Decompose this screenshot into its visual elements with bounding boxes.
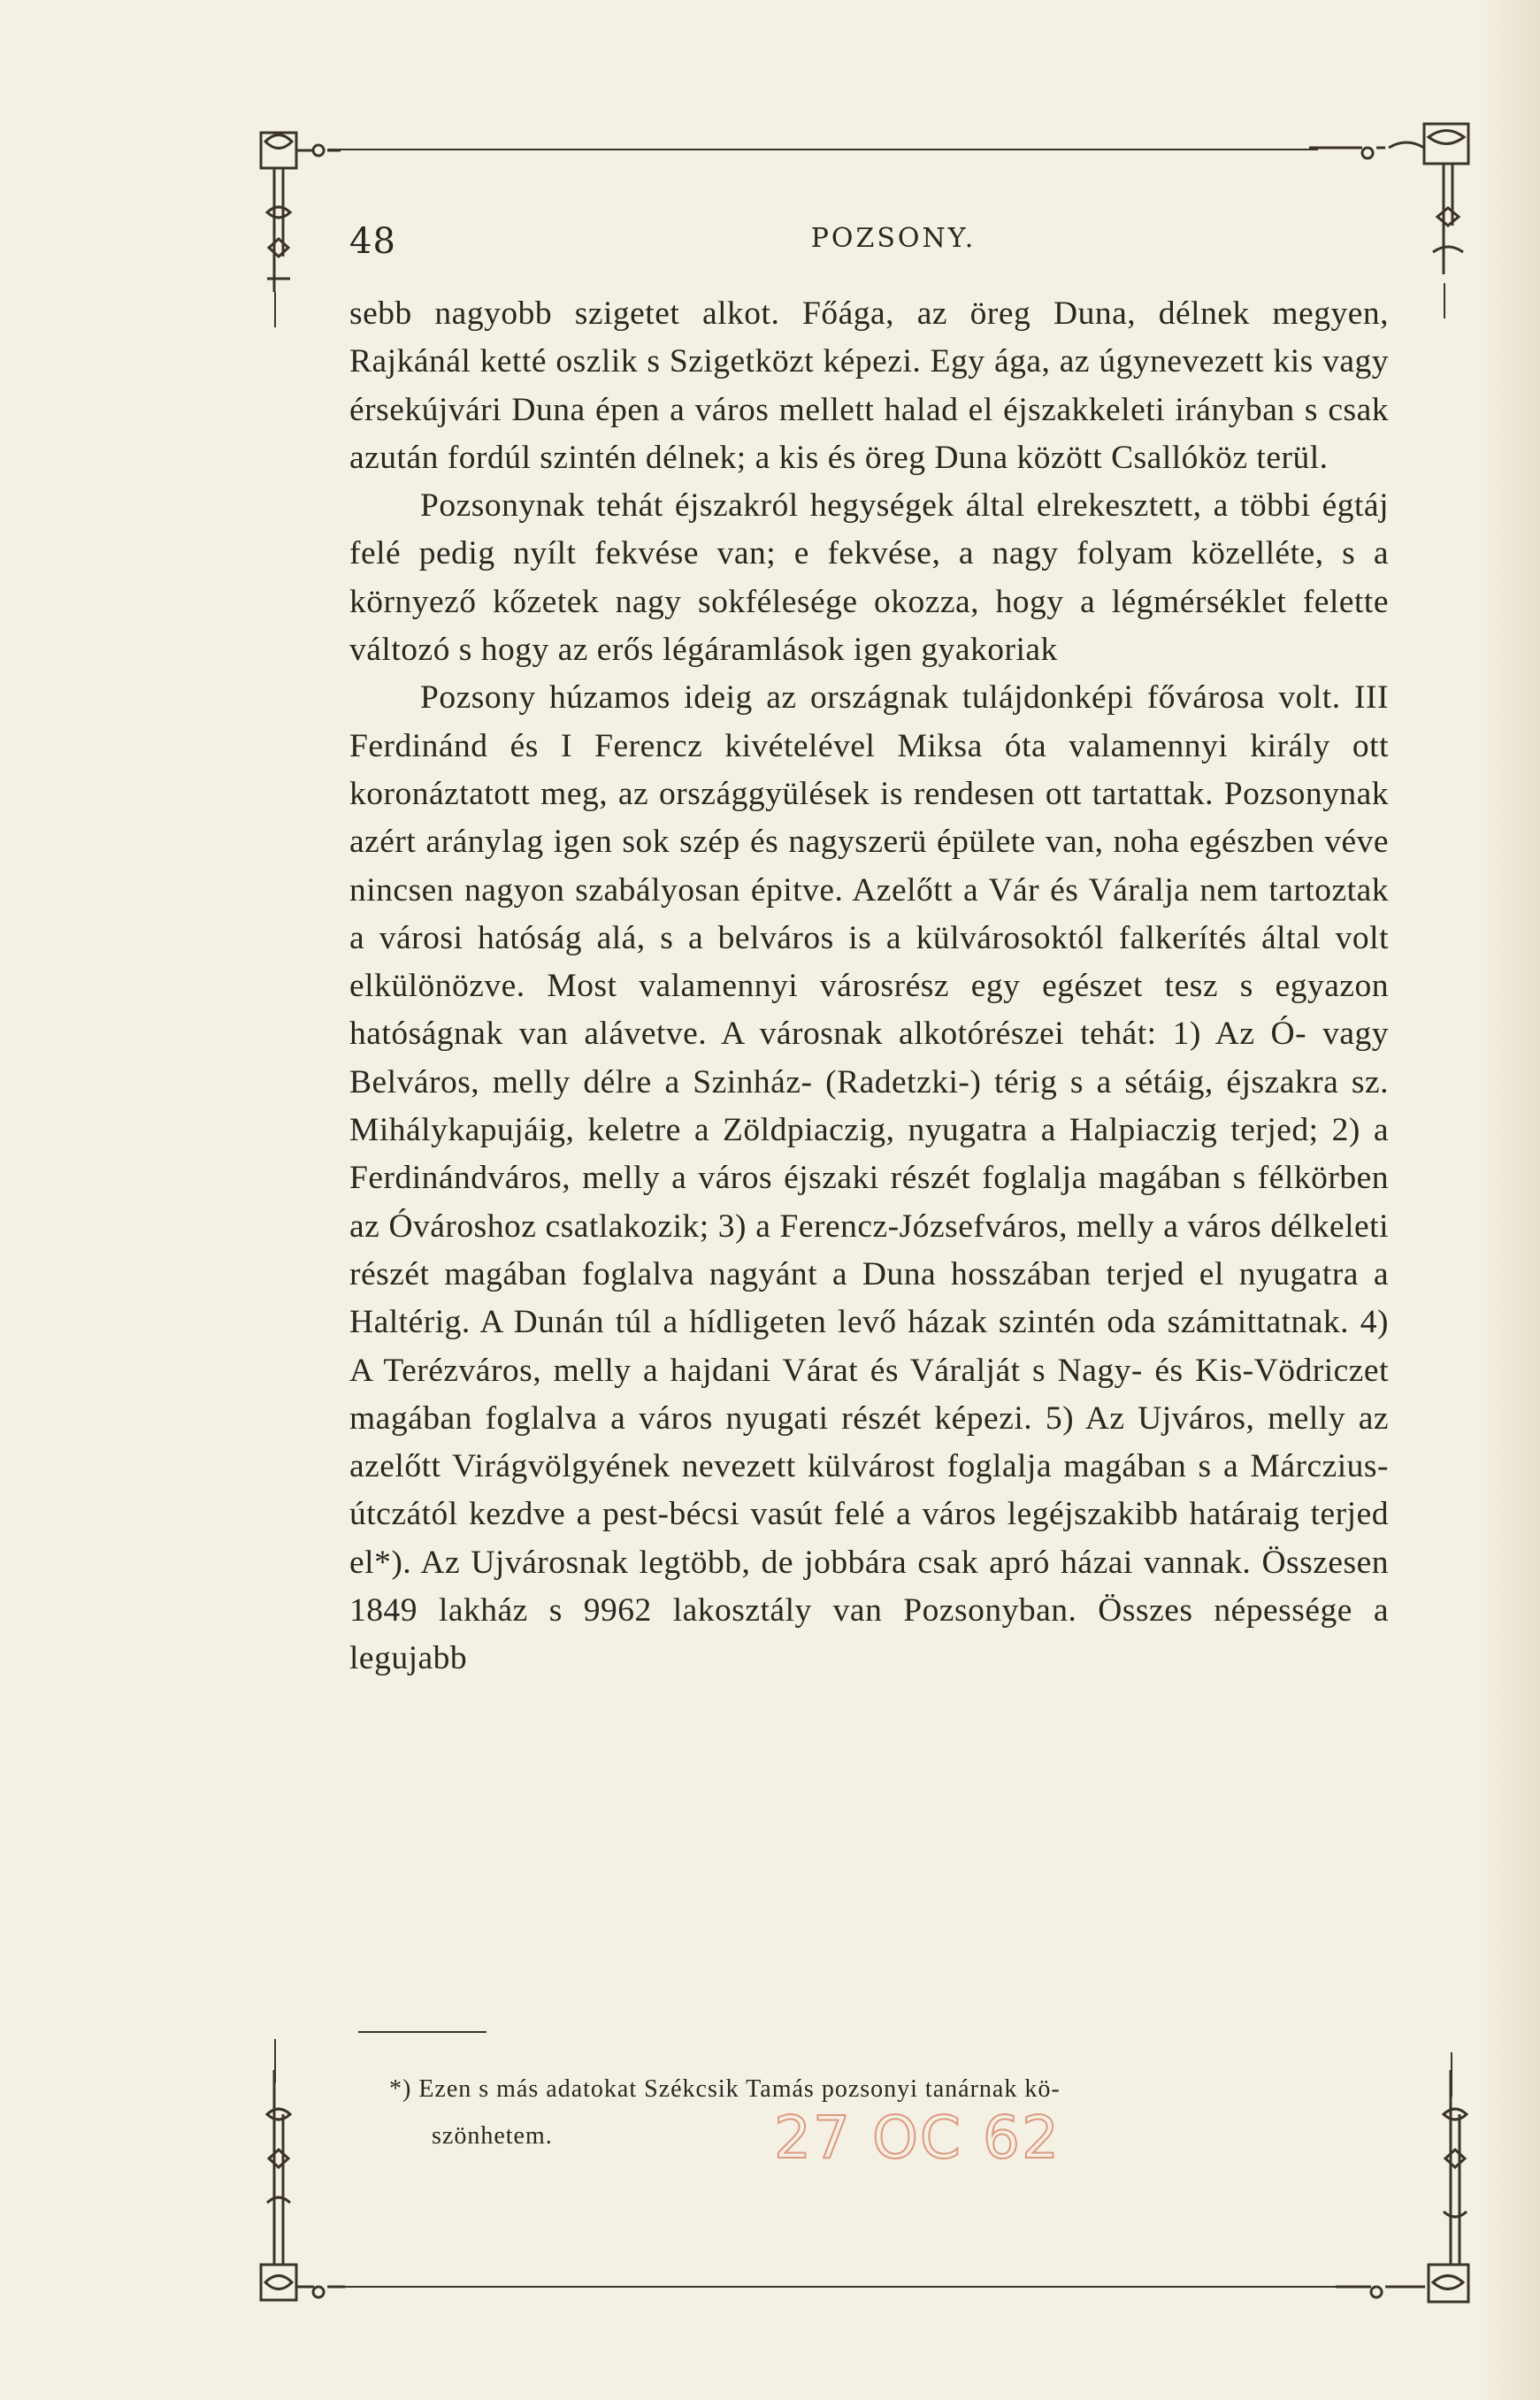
page-number: 48 <box>349 221 396 262</box>
footnote-line: *) Ezen s más adatokat Székcsik Tamás pozsonyi tanárnak kö- <box>389 2075 1061 2103</box>
paragraph: sebb nagyobb szigetet alkot. Főága, az öreg Duna, délnek megyen, Rajkánál ketté oszlik s Szigetközt képezi. Egy ága, az úgynevezett kis vagy érsekújvári Duna épen a város mellett halad el éjszakkeleti irányban s csak azután fordúl szintén délnek; a kis és öreg Duna között Csallóköz terül. <box>349 295 1389 476</box>
date-stamp: 27 OC 62 <box>774 2104 1061 2172</box>
paragraph: Pozsonynak tehát éjszakról hegységek által elrekesztett, a többi égtáj felé pedig nyílt fekvése van; e fekvése, a nagy folyam közelléte, s a környező kőzetek nagy sokfélesége okozza, hogy a légmérséklet felette változó s hogy az erős légáramlások igen gyakoriak <box>349 487 1389 669</box>
right-rule-top <box>1444 283 1445 318</box>
top-rule <box>327 149 1318 150</box>
body-text <box>349 290 1389 1683</box>
paragraph: Pozsony húzamos ideig az országnak tulájdonképi fővárosa volt. III Ferdinánd és I Ferencz kivételével Miksa óta valamennyi király ott koronáztatott meg, az országgyülések is rendesen ott tartattak. Pozsonynak azért aránylag igen sok szép és nagyszerü épülete van, noha egészben véve nincsen nagyon szabályosan épitve. Azelőtt a Vár és Váralja nem tartoztak a városi hatóság alá, s a belváros is a külvárosoktól falkerítés által volt elkülönözve. Most valamennyi városrész egy egészet tesz s egyazon hatóságnak van alávetve. A városnak alkotórészei tehát: 1) Az Ó- vagy Belváros, melly délre a Szinház- (Radetzki-) térig s a sétáig, éjszakra sz. Mihálykapujáig, keletre a Zöldpiaczig, nyugatra a Halpiaczig terjed; 2) a Ferdinándváros, melly a város éjszaki részét foglalja magában s félkörben az Óvároshoz csatlakozik; 3) a Ferencz-Józsefváros, melly a város délkeleti részét magában foglalva nagyánt a Duna hosszában terjed el nyugatra a Haltérig. A Dunán túl a hídligeten levő házak szintén oda számittatnak. 4) A Terézváros, melly a hajdani Várat és Váralját s Nagy- és Kis-Vödriczet magában foglalva a város nyugati részét képezi. 5) Az Ujváros, melly az azelőtt Virágvölgyének nevezett külvárost foglalja magában s a Márczius-útczától kezdve a pest-bécsi vasút felé a város legéjszakibb határaig terjed el*). Az Ujvárosnak legtöbb, de jobbára csak apró házai vannak. Összesen 1849 lakház s 9962 lakosztály van Pozsonyban. Összes népessége a legujabb <box>349 679 1389 1677</box>
running-head <box>349 221 1437 274</box>
corner-ornament-top-left-icon <box>257 124 354 301</box>
page-edge-shadow <box>1478 0 1540 2400</box>
footnote-line: szönhetem. <box>432 2122 553 2150</box>
footnote-divider <box>358 2031 487 2033</box>
page-title: POZSONY. <box>810 223 977 254</box>
bottom-rule <box>336 2286 1336 2288</box>
